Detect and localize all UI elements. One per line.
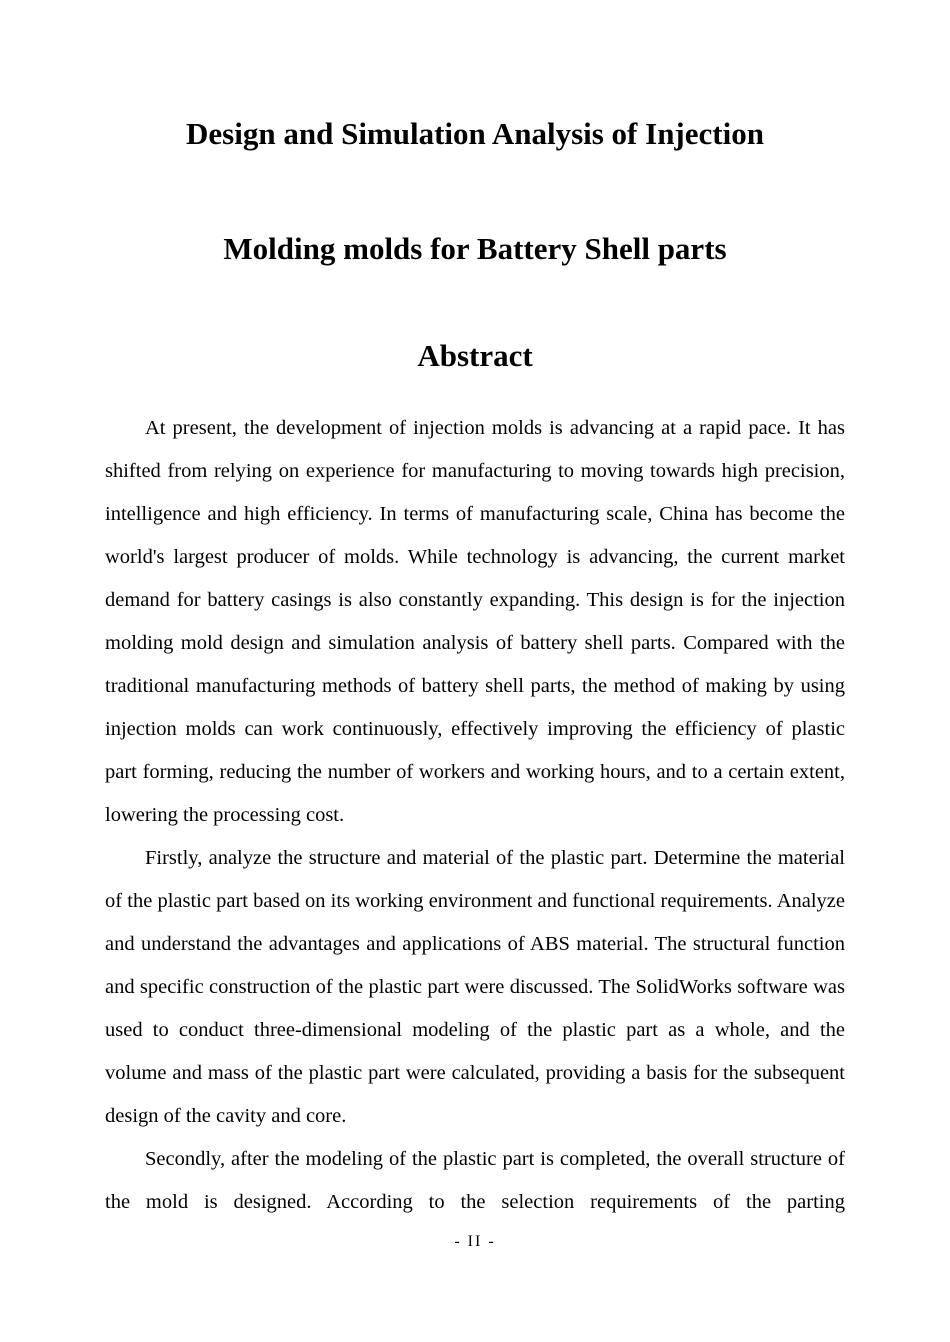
title-line-2: Molding molds for Battery Shell parts — [223, 231, 727, 266]
title-line-1: Design and Simulation Analysis of Injection — [186, 116, 764, 151]
abstract-heading: Abstract — [417, 338, 533, 373]
abstract-paragraph-2: Firstly, analyze the structure and material of the plastic part. Determine the material of the plastic part based on its working environment and functional requirements. Analyze and understand the advantages and applications of ABS material. The structural function and specific construction of the plastic part were discussed. The SolidWorks software was used to conduct three-dimensional modeling of the plastic part as a whole, and the volume and mass of the plastic part were calculated, providing a basis for the subsequent design of the cavity and core. — [105, 847, 845, 1127]
abstract-paragraph-3: Secondly, after the modeling of the plastic part is completed, the overall structure of the mold is designed. According to the selection requirements of the parting — [105, 1148, 845, 1213]
abstract-body — [105, 407, 845, 1224]
abstract-paragraph-1: At present, the development of injection molds is advancing at a rapid pace. It has shifted from relying on experience for manufacturing to moving towards high precision, intelligence and high efficiency. In terms of manufacturing scale, China has become the world's largest producer of molds. While technology is advancing, the current market demand for battery casings is also constantly expanding. This design is for the injection molding mold design and simulation analysis of battery shell parts. Compared with the traditional manufacturing methods of battery shell parts, the method of making by using injection molds can work continuously, effectively improving the efficiency of plastic part forming, reducing the number of workers and working hours, and to a certain extent, lowering the processing cost. — [105, 417, 845, 826]
page-number: - II - — [454, 1233, 496, 1250]
